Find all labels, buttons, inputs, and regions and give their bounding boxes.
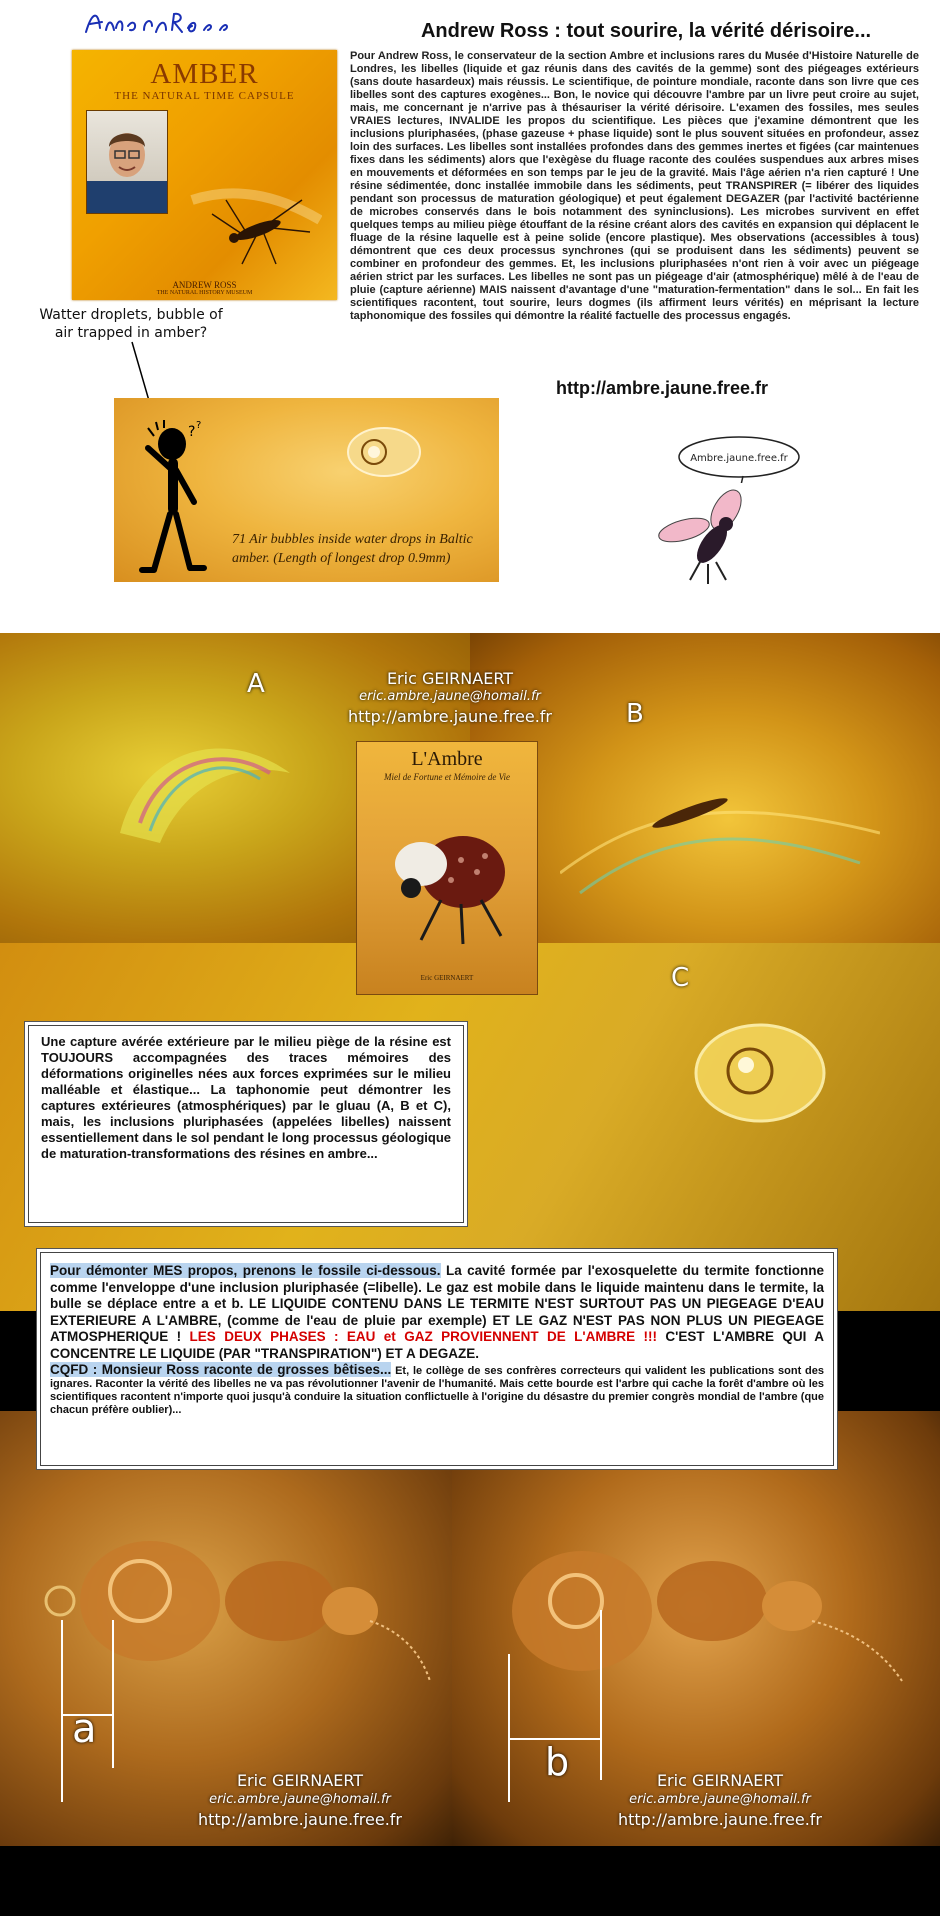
intro-paragraph: Pour Andrew Ross, le conservateur de la section Ambre et inclusions rares du Musée d'Histoire Naturelle de Londres, les libelles (liquide et gaz réunis dans des cavités de la gemme) sont des piégeages extérieurs (sans doute hasardeux) mais réussis. Le scientifique, de pointure mondiale, raconte dans son livre que ces libelles sont des captures exogènes... Bon, le novice qui découvre l'ambre par un livre peut croire au sujet, mais, me concernant je n'arrive pas à thésauriser la vérité dérisoire. L'examen des fossiles, mes seules VRAIES lectures, INVALIDE les propos du scientifique. Les pièces que j'examine démontrent que les inclusions pluriphasées, (phase gazeuse + phase liquide) sont le plus souvent situées en profondeur, assez loin des surfaces. Les libelles sont installées profondes dans des gemmes inertes et figées (car maintenues fixes dans les sédiments) alors que l'exègèse du fluage raconte des coulées suspendues aux arbres mises en mouvements et déformées en son temps par le jeu de la gravité. Mais l'âge aérien n'a rien capturé ! Une résine sédimentée, donc installée immobile dans les sédiments, peut TRANSPIRER (= libérer des liquides pendant son processus de maturation géologique) et peut également DEGAZER (par l'activité bactérienne de microbes conservés dans le bois notamment des syninclusions). Les microbes survivent en effet quelques temps au milieu piège étouffant de la résine créant alors des cavités en expansion qui déplacent le fluage de la résine laquelle est à peine solide (encore plastique). Mes observations (accessibles à tous) démontrent que ces deux processus synchrones (qui se produisent dans les sédiments) peuvent se combiner en profondeur des gemmes. Et, les inclusions pluriphasées n'ont rien à voir avec un piégeage aérien strict par les surfaces. Les libelles ne sont pas un piégeage d'air (atmosphérique) mêlé à de l'eau de pluie (capture aérienne) MAIS naissent d'avantage d'une "maturation-fermentation" dans le sol... En fait les scientifiques racontent, tout sourire, leurs dogmes (ils affirment leurs vérités) en méprisant la lecture taphonomique des fossiles qui démontre la réalité factuelle des processus engagés. — [350, 50, 919, 322]
credit-email[interactable]: eric.ambre.jaune@homail.fr — [359, 689, 541, 704]
insect-in-amber-art — [172, 160, 322, 270]
conclusion-paragraph — [50, 1363, 824, 1417]
label-c-upper: C — [671, 963, 690, 993]
highlighted-phrase: Pour démonter MES propos, prenons le fossile ci-dessous. — [50, 1263, 441, 1278]
svg-text:?: ? — [188, 424, 196, 440]
credit-email[interactable]: eric.ambre.jaune@homail.fr — [209, 1792, 391, 1807]
page-title: Andrew Ross : tout sourire, la vérité dérisoire... — [420, 20, 872, 42]
credit-link[interactable]: http://ambre.jaune.free.fr — [617, 1810, 823, 1829]
explanation-text: La cavité formée par l'exosquelette du termite fonctionne comme l'enveloppe d'une inclusion pluriphasée (=libelle). Le gaz est mobile dans le liquide maintenu dans le termite, la bulle se déplace entre a et b. LE LIQUIDE CONTENU DANS LE TERMITE N'EST SURTOUT PAS UN PIEGEAGE D'EAU EXTERIEURE A L'AMBRE, (comme de l'eau de pluie par exemple) ET LE GAZ N'EST PAS NON PLUS UN PIEGEAGE ATMOSPHERIQUE ! — [50, 1263, 824, 1345]
amber-book-cover — [72, 50, 337, 300]
book-author: ANDREW ROSS — [172, 280, 237, 290]
book-publisher: THE NATURAL HISTORY MUSEUM — [156, 290, 253, 296]
label-b-upper: B — [626, 699, 644, 729]
termite-explanation-text — [50, 1263, 824, 1417]
credit-name: Eric GEIRNAERT — [236, 1771, 364, 1790]
libelle-bubble-art — [680, 1003, 840, 1143]
credit-email[interactable]: eric.ambre.jaune@homail.fr — [629, 1792, 811, 1807]
label-a-upper: A — [247, 669, 265, 699]
label-a-lower: a — [72, 1706, 97, 1752]
wasp-icon — [650, 480, 760, 590]
credit-link[interactable]: http://ambre.jaune.free.fr — [347, 707, 553, 726]
book-subtitle: THE NATURAL TIME CAPSULE — [114, 90, 295, 102]
signature-art — [82, 6, 242, 40]
speech-bubble-text: Ambre.jaune.free.fr — [690, 453, 788, 464]
explanation-box — [28, 1025, 464, 1223]
question-caption: Watter droplets, bubble of air trapped in amber? — [39, 307, 223, 341]
book2-subtitle: Miel de Fortune et Mémoire de Vie — [384, 772, 510, 782]
book2-author: Eric GEIRNAERT — [420, 974, 474, 982]
beetle-art — [381, 800, 521, 950]
conclusion-text: Et, le collège de ses confrères correcteurs qui valident les publications sont des ignares. Raconter la vérité des libelles ne va pas révolutionner l'avenir de l'humanité. Mais cette bourde est l'arbre qui cache la forêt d'ambre où les scientifiques racontent n'importe quoi jusqu'à conduire la situation conflictuelle à l'origine du désastre du premier congrès mondial de l'ambre (que chacun préfère oublier)... — [50, 1364, 824, 1416]
book-title: AMBER — [150, 58, 259, 90]
photo-caption: 71 Air bubbles inside water drops in Baltic amber. (Length of longest drop 0.9mm) — [232, 532, 473, 566]
resin-flow-art — [100, 713, 310, 873]
scale-line — [112, 1620, 114, 1768]
black-footer-bar — [0, 1846, 940, 1916]
termite-explanation-box — [40, 1252, 834, 1466]
highlighted-phrase: CQFD : Monsieur Ross raconte de grosses bêtises... — [50, 1361, 392, 1377]
air-bubble-amber-photo — [114, 398, 499, 582]
water-drop-art — [344, 422, 424, 482]
explanation-text: Une capture avérée extérieure par le milieu piège de la résine est TOUJOURS accompagnées des traces mémoires des déformations originelles nées aux forces exprimées sur le milieu malléable et élastique... La taphonomie peut démontrer les captures extérieures (atmosphériques) par le gluau (A, B et C), mais, les inclusions pluriphasées (appelées libelles) naissent essentiellement dans le sol pendant le long processus géologique de maturation-transformations des résines en ambre... — [41, 1034, 451, 1161]
ambre-book-cover — [356, 741, 538, 995]
site-link[interactable]: http://ambre.jaune.free.fr — [556, 378, 769, 398]
label-b-lower: b — [545, 1740, 570, 1784]
credit-name: Eric GEIRNAERT — [386, 669, 514, 688]
resin-flow-art — [560, 753, 880, 903]
credit-link[interactable]: http://ambre.jaune.free.fr — [197, 1810, 403, 1829]
scale-line — [508, 1654, 510, 1802]
explanation-text: C'EST L'AMBRE QUI A CONCENTRE LE LIQUIDE (PAR "TRANSPIRATION") ET A DEGAZE. — [50, 1329, 824, 1361]
stickman-icon — [134, 418, 214, 578]
credit-name: Eric GEIRNAERT — [656, 1771, 784, 1790]
book2-title: L'Ambre — [411, 748, 483, 770]
author-photo — [86, 110, 168, 214]
scale-line — [61, 1620, 63, 1802]
red-emphasis: LES DEUX PHASES : EAU et GAZ PROVIENNENT DE L'AMBRE !!! — [189, 1329, 657, 1345]
svg-text:?: ? — [196, 420, 202, 431]
scale-line — [600, 1610, 602, 1780]
